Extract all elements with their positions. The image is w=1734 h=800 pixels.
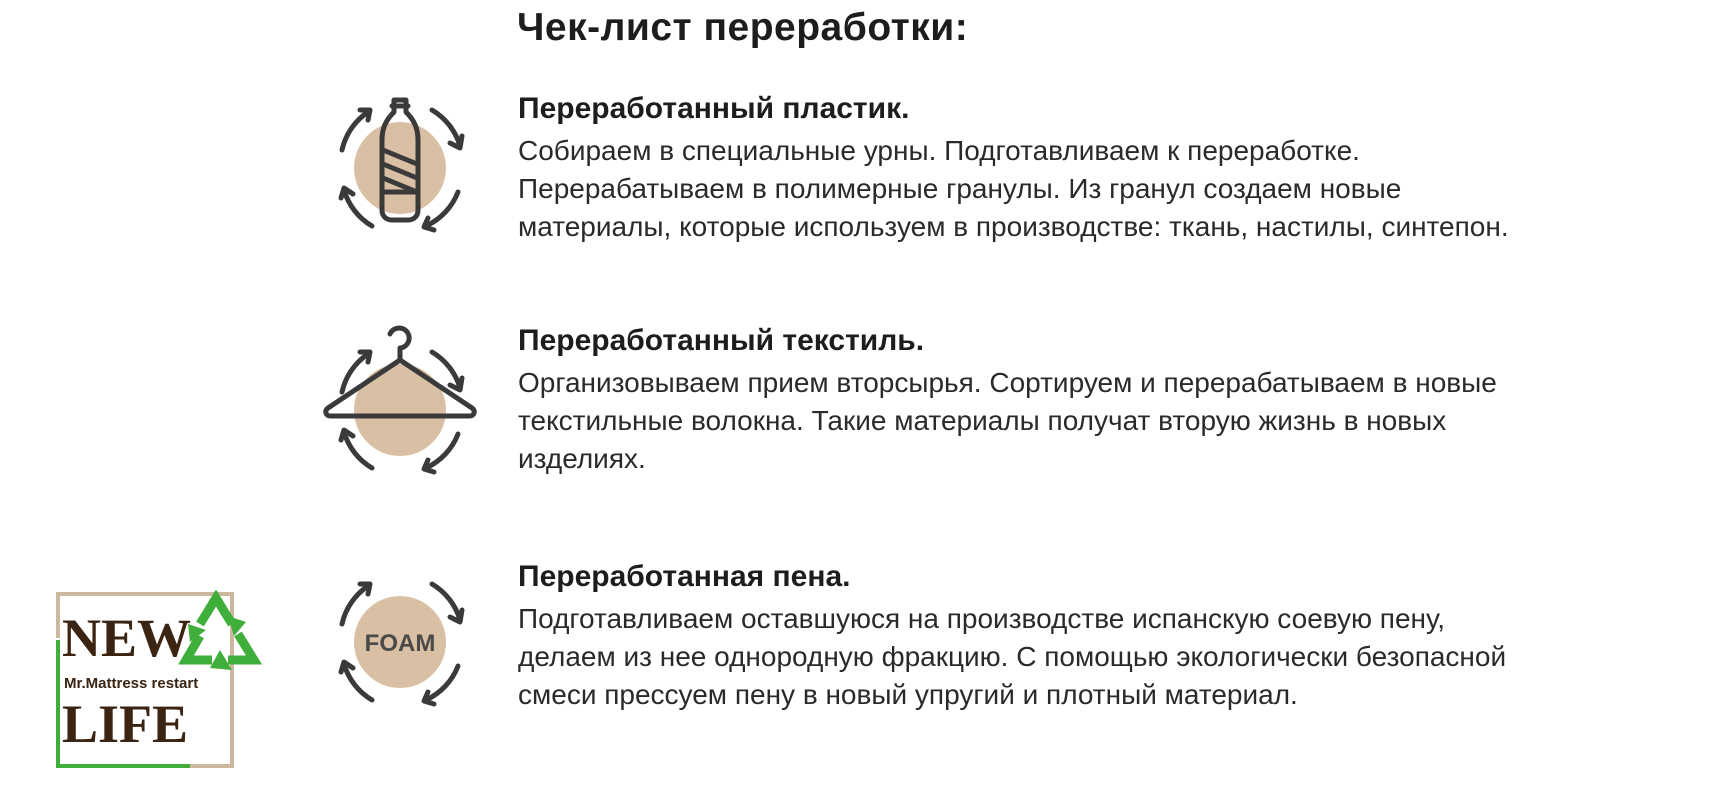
logo-word-life: LIFE [62, 694, 189, 754]
plastic-bottle-recycle-icon [320, 88, 480, 248]
logo-word-new: NEW [62, 608, 192, 668]
item-title: Переработанная пена. [518, 560, 851, 593]
new-life-logo [50, 590, 270, 770]
item-body-line: изделиях. [518, 443, 646, 474]
foam-recycle-icon [320, 556, 480, 716]
item-body-line: текстильные волокна. Такие материалы получат вторую жизнь в новых [518, 405, 1447, 436]
item-body-line: Перерабатываем в полимерные гранулы. Из гранул создаем новые [518, 173, 1402, 204]
foam-description [518, 560, 1718, 714]
item-title: Переработанный пластик. [518, 92, 910, 125]
foam-icon-label: FOAM [364, 630, 436, 657]
item-body-line: делаем из нее однородную фракцию. С помощью экологически безопасной [518, 641, 1507, 672]
page-title: Чек-лист переработки: [517, 6, 969, 49]
item-body-line: Организовываем прием вторсырья. Сортируем и перерабатываем в новые [518, 367, 1497, 398]
item-body [518, 600, 1718, 714]
textile-description [518, 324, 1718, 478]
item-body-line: материалы, которые используем в производстве: ткань, настилы, синтепон. [518, 211, 1509, 242]
plastic-description [518, 92, 1718, 246]
item-body [518, 364, 1718, 478]
item-body-line: Подготавливаем оставшуюся на производстве испанскую соевую пену, [518, 603, 1445, 634]
item-body-line: Собираем в специальные урны. Подготавливаем к переработке. [518, 135, 1360, 166]
clothes-hanger-recycle-icon [320, 324, 480, 484]
item-title: Переработанный текстиль. [518, 324, 925, 357]
logo-subtitle: Mr.Mattress restart [64, 675, 199, 692]
item-body [518, 132, 1718, 246]
item-body-line: смеси прессуем пену в новый упругий и плотный материал. [518, 679, 1298, 710]
